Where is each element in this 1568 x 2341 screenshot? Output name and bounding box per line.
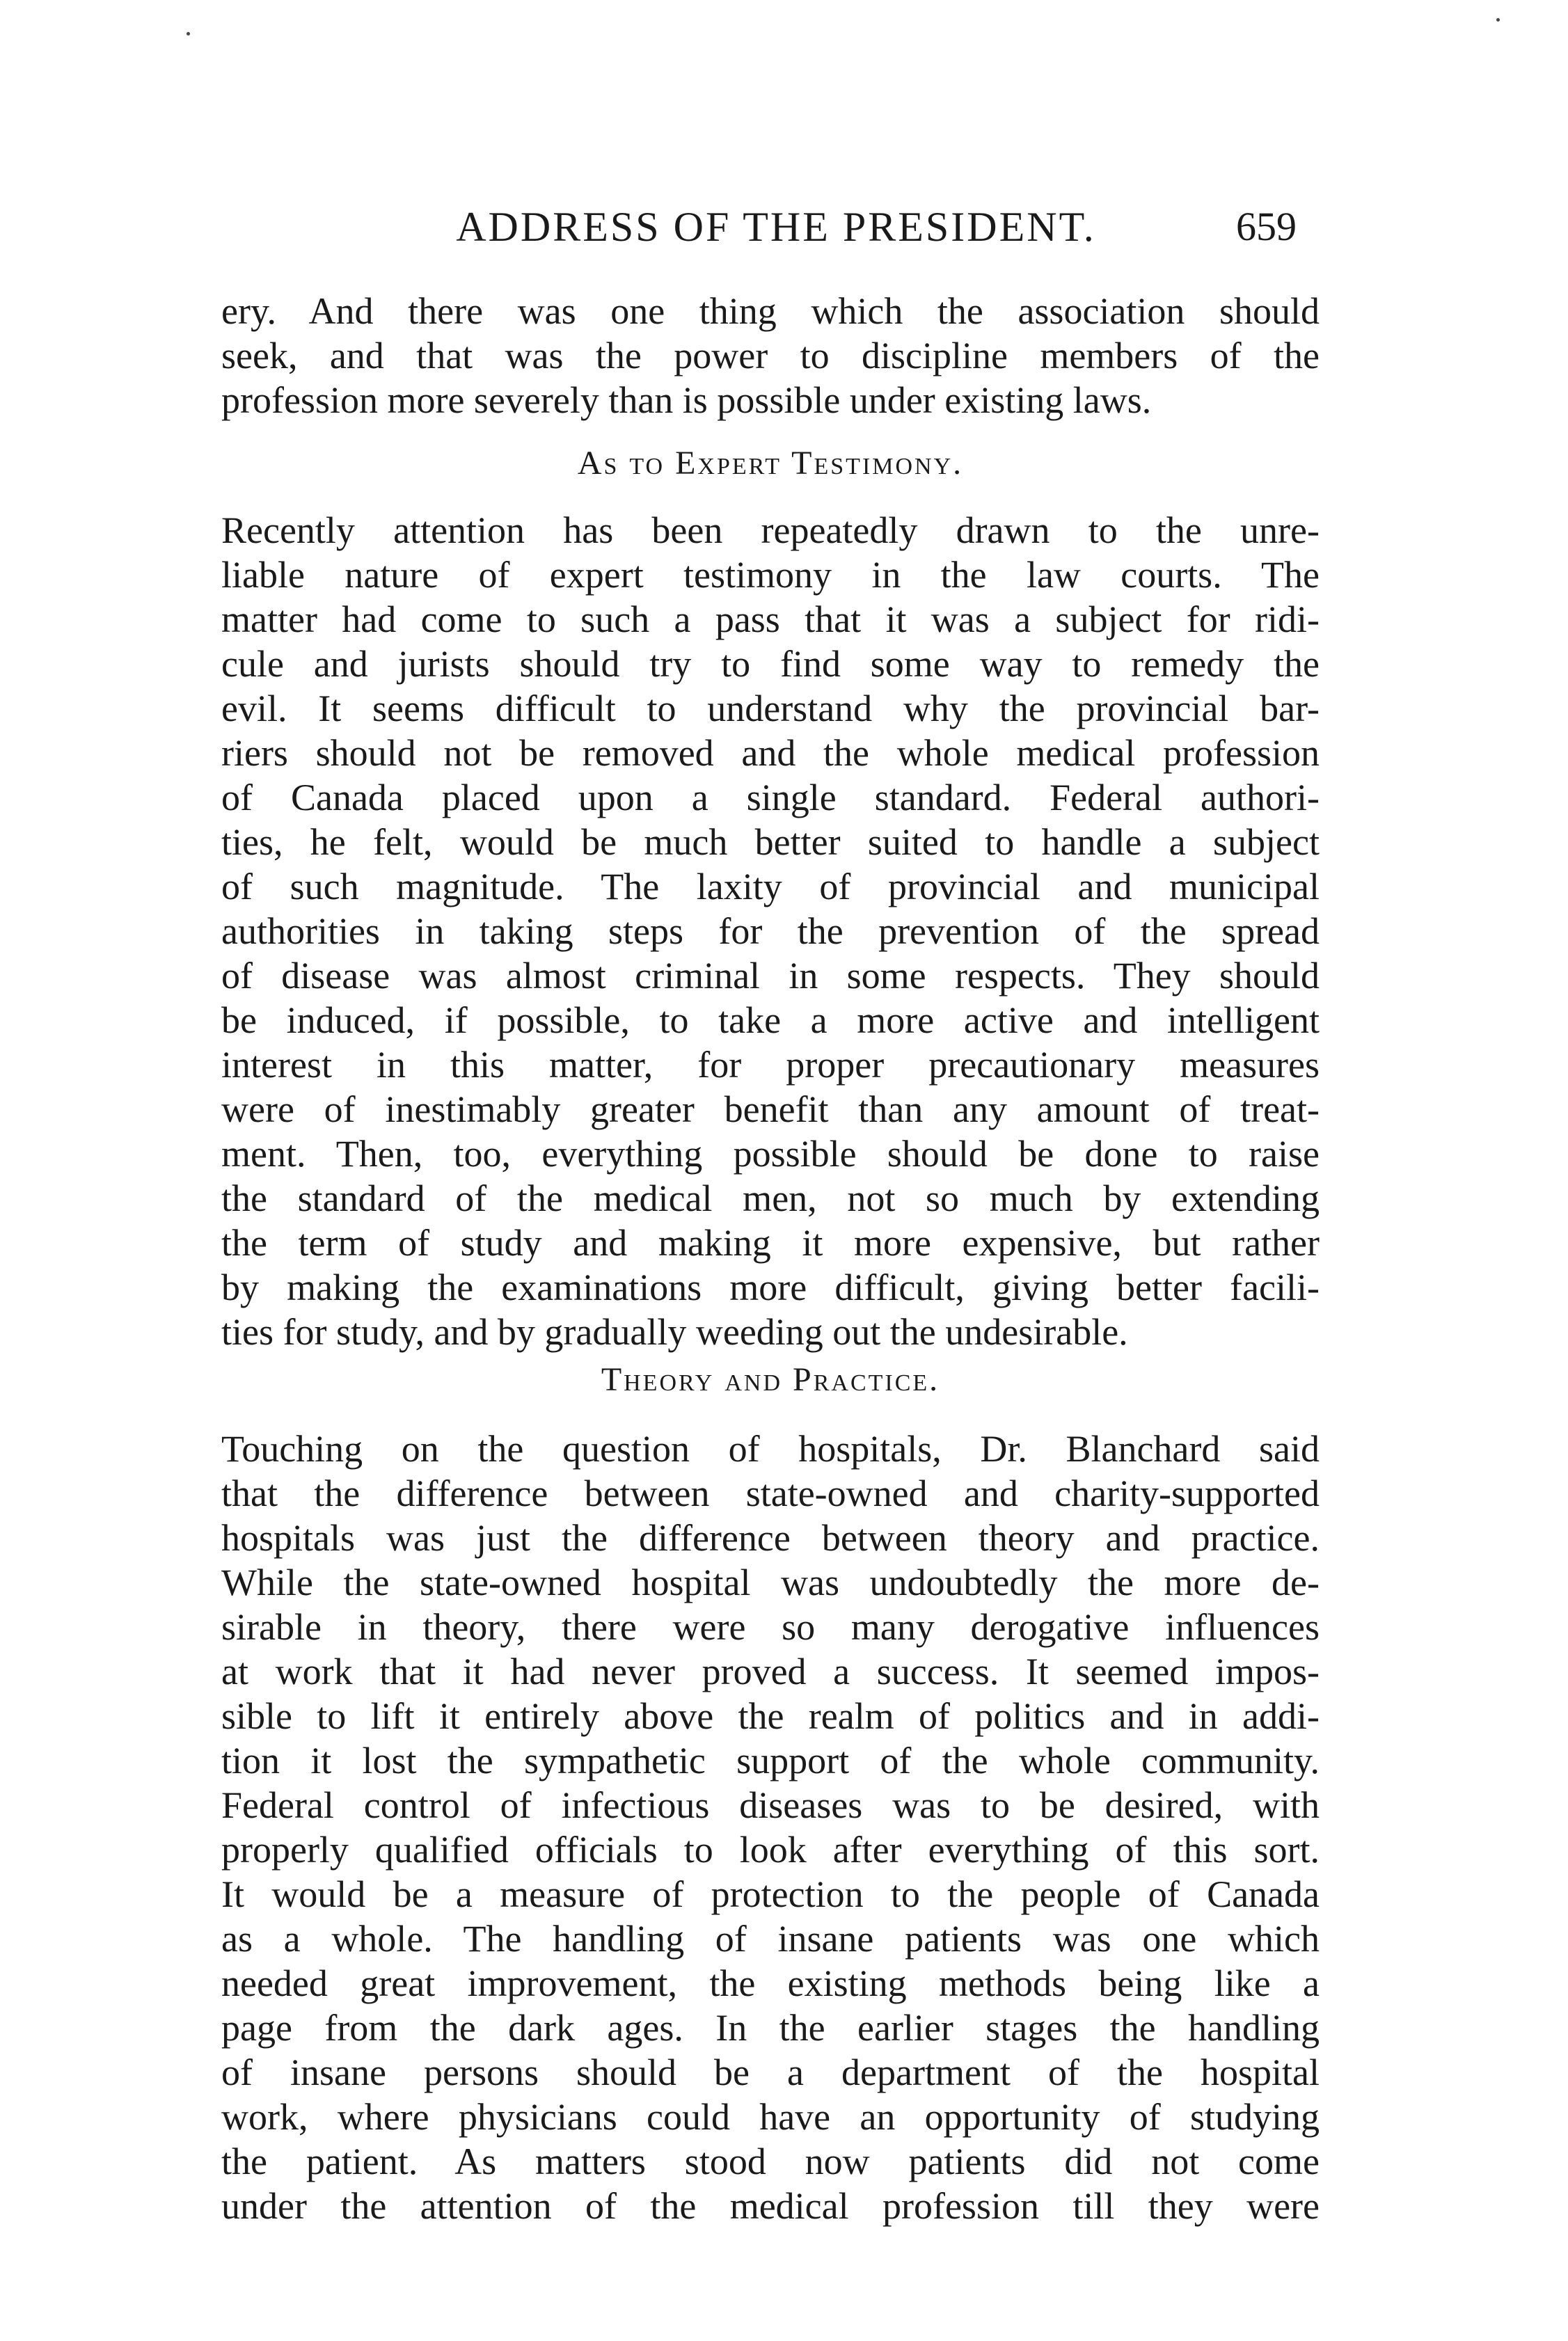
section-heading-theory-practice xyxy=(221,1347,1320,1413)
text-line: by making the examinations more difficult, giving better facili- xyxy=(221,1267,1320,1308)
text-line: page from the dark ages. In the earlier stages the handling xyxy=(221,2007,1320,2049)
text-line: seek, and that was the power to discipline members of the xyxy=(221,335,1320,376)
text-line: hospitals was just the difference between theory and practice. xyxy=(221,1517,1320,1559)
paragraph-continuation xyxy=(221,289,1320,422)
text-line: Touching on the question of hospitals, Dr. Blanchard said xyxy=(221,1428,1320,1470)
text-line: be induced, if possible, to take a more active and intelligent xyxy=(221,999,1320,1041)
text-line: It would be a measure of protection to the people of Canada xyxy=(221,1873,1320,1915)
text-line: matter had come to such a pass that it was a subject for ridi- xyxy=(221,598,1320,640)
text-line: interest in this matter, for proper precautionary measures xyxy=(221,1044,1320,1086)
text-line: sible to lift it entirely above the realm of politics and in addi- xyxy=(221,1695,1320,1737)
text-line: While the state-owned hospital was undoubtedly the more de- xyxy=(221,1562,1320,1603)
text-line: sirable in theory, there were so many derogative influences xyxy=(221,1606,1320,1648)
text-line: of Canada placed upon a single standard. Federal authori- xyxy=(221,777,1320,818)
text-line: riers should not be removed and the whole medical profession xyxy=(221,732,1320,774)
text-line: evil. It seems difficult to understand why the provincial bar- xyxy=(221,688,1320,729)
text-line: were of inestimably greater benefit than any amount of treat- xyxy=(221,1088,1320,1130)
text-line: ment. Then, too, everything possible should be done to raise xyxy=(221,1133,1320,1175)
running-head-title: ADDRESS OF THE PRESIDENT. xyxy=(456,204,1096,250)
text-line: the term of study and making it more expensive, but rather xyxy=(221,1222,1320,1264)
text-line: that the difference between state-owned and charity-supported xyxy=(221,1473,1320,1514)
text-line: of insane persons should be a department of the hospital xyxy=(221,2052,1320,2093)
text-line: of disease was almost criminal in some respects. They should xyxy=(221,955,1320,997)
scan-speck xyxy=(187,32,190,35)
text-line: work, where physicians could have an opportunity of studying xyxy=(221,2096,1320,2138)
text-line: authorities in taking steps for the prevention of the spread xyxy=(221,910,1320,952)
text-line: the patient. As matters stood now patients did not come xyxy=(221,2141,1320,2182)
text-line: at work that it had never proved a success. It seemed impos- xyxy=(221,1651,1320,1692)
paragraph-expert-testimony xyxy=(221,508,1320,1354)
section-heading: As to Expert Testimony. xyxy=(577,445,964,482)
text-line: of such magnitude. The laxity of provincial and municipal xyxy=(221,866,1320,907)
text-line: needed great improvement, the existing methods being like a xyxy=(221,1962,1320,2004)
text-line: Recently attention has been repeatedly drawn to the unre- xyxy=(221,509,1320,551)
text-line: profession more severely than is possible under existing laws. xyxy=(221,379,1152,421)
text-line: the standard of the medical men, not so much by extending xyxy=(221,1177,1320,1219)
text-line: tion it lost the sympathetic support of the whole community. xyxy=(221,1740,1320,1781)
text-line: Federal control of infectious diseases was to be desired, with xyxy=(221,1784,1320,1826)
text-line: ties, he felt, would be much better suited to handle a subject xyxy=(221,821,1320,863)
section-heading-expert-testimony xyxy=(221,430,1320,497)
text-line: ery. And there was one thing which the association should xyxy=(221,290,1320,332)
text-line: as a whole. The handling of insane patients was one which xyxy=(221,1918,1320,1960)
scan-speck xyxy=(1496,18,1500,22)
text-line: under the attention of the medical profession till they were xyxy=(221,2185,1320,2227)
paragraph-theory-practice xyxy=(221,1427,1320,2228)
text-line: properly qualified officials to look after everything of this sort. xyxy=(221,1829,1320,1871)
page-number: 659 xyxy=(1236,204,1297,249)
text-line: ties for study, and by gradually weeding out the undesirable. xyxy=(221,1311,1128,1353)
text-line: cule and jurists should try to find some way to remedy the xyxy=(221,643,1320,685)
section-heading: Theory and Practice. xyxy=(601,1361,940,1398)
text-line: liable nature of expert testimony in the law courts. The xyxy=(221,554,1320,596)
